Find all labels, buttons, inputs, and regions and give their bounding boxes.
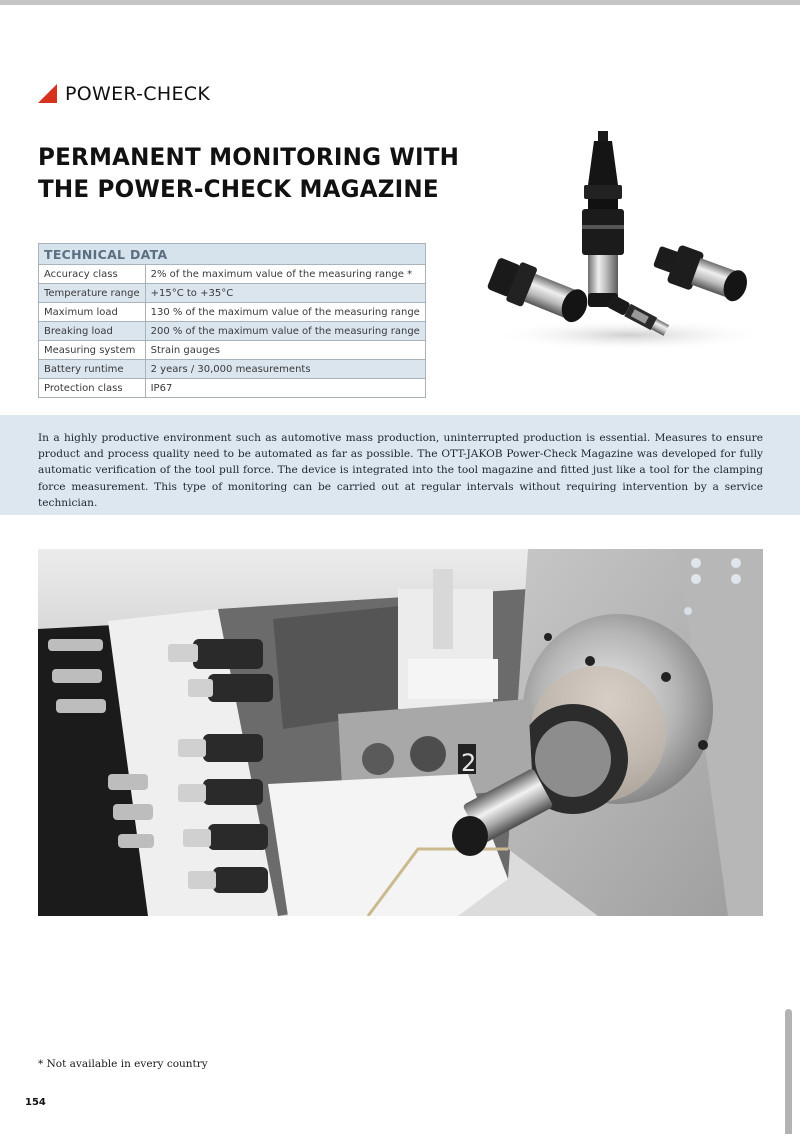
section-title: POWER-CHECK bbox=[65, 83, 211, 105]
row-value: +15°C to +35°C bbox=[145, 284, 425, 303]
page-title-line-2: THE POWER-CHECK MAGAZINE bbox=[38, 175, 439, 203]
technical-data-title: TECHNICAL DATA bbox=[39, 244, 426, 265]
table-row bbox=[39, 303, 426, 322]
row-value: 2% of the maximum value of the measuring range * bbox=[145, 265, 425, 284]
intro-section bbox=[0, 415, 800, 515]
row-label: Battery runtime bbox=[39, 360, 146, 379]
svg-text:2: 2 bbox=[461, 749, 477, 777]
row-label: Breaking load bbox=[39, 322, 146, 341]
top-bar bbox=[0, 0, 800, 5]
scrollbar-thumb[interactable] bbox=[785, 1009, 792, 1134]
page-number: 154 bbox=[25, 1097, 46, 1108]
table-row bbox=[39, 341, 426, 360]
page-title bbox=[38, 141, 460, 205]
table-row bbox=[39, 360, 426, 379]
row-label: Protection class bbox=[39, 379, 146, 398]
table-row bbox=[39, 265, 426, 284]
row-label: Accuracy class bbox=[39, 265, 146, 284]
row-value: 2 years / 30,000 measurements bbox=[145, 360, 425, 379]
row-value: 200 % of the maximum value of the measuring range bbox=[145, 322, 425, 341]
row-value: Strain gauges bbox=[145, 341, 425, 360]
section-label bbox=[38, 82, 210, 106]
table-row bbox=[39, 284, 426, 303]
machine-photo bbox=[38, 549, 763, 916]
technical-data-table bbox=[38, 243, 426, 398]
table-row bbox=[39, 322, 426, 341]
product-photo bbox=[480, 125, 770, 355]
row-label: Temperature range bbox=[39, 284, 146, 303]
intro-paragraph: In a highly productive environment such as automotive mass production, uninterrupted production is essential. Measures to ensure product and process quality need to be automated as far as possible. The OTT-JAKOB Power-Check Magazine was developed for fully automatic verification of the tool pull force. The device is integrated into the tool magazine and fitted just like a tool for the clamping force measurement. This type of monitoring can be carried out at regular intervals without requiring intervention by a service technician. bbox=[38, 432, 763, 509]
table-row bbox=[39, 379, 426, 398]
page-title-line-1: PERMANENT MONITORING WITH bbox=[38, 143, 460, 171]
section-marker-icon bbox=[38, 84, 57, 103]
row-label: Maximum load bbox=[39, 303, 146, 322]
footnote: * Not available in every country bbox=[38, 1058, 208, 1070]
device-left bbox=[485, 253, 593, 329]
device-right bbox=[650, 238, 753, 308]
device-center bbox=[582, 131, 624, 307]
row-value: 130 % of the maximum value of the measuring range bbox=[145, 303, 425, 322]
row-value: IP67 bbox=[145, 379, 425, 398]
row-label: Measuring system bbox=[39, 341, 146, 360]
